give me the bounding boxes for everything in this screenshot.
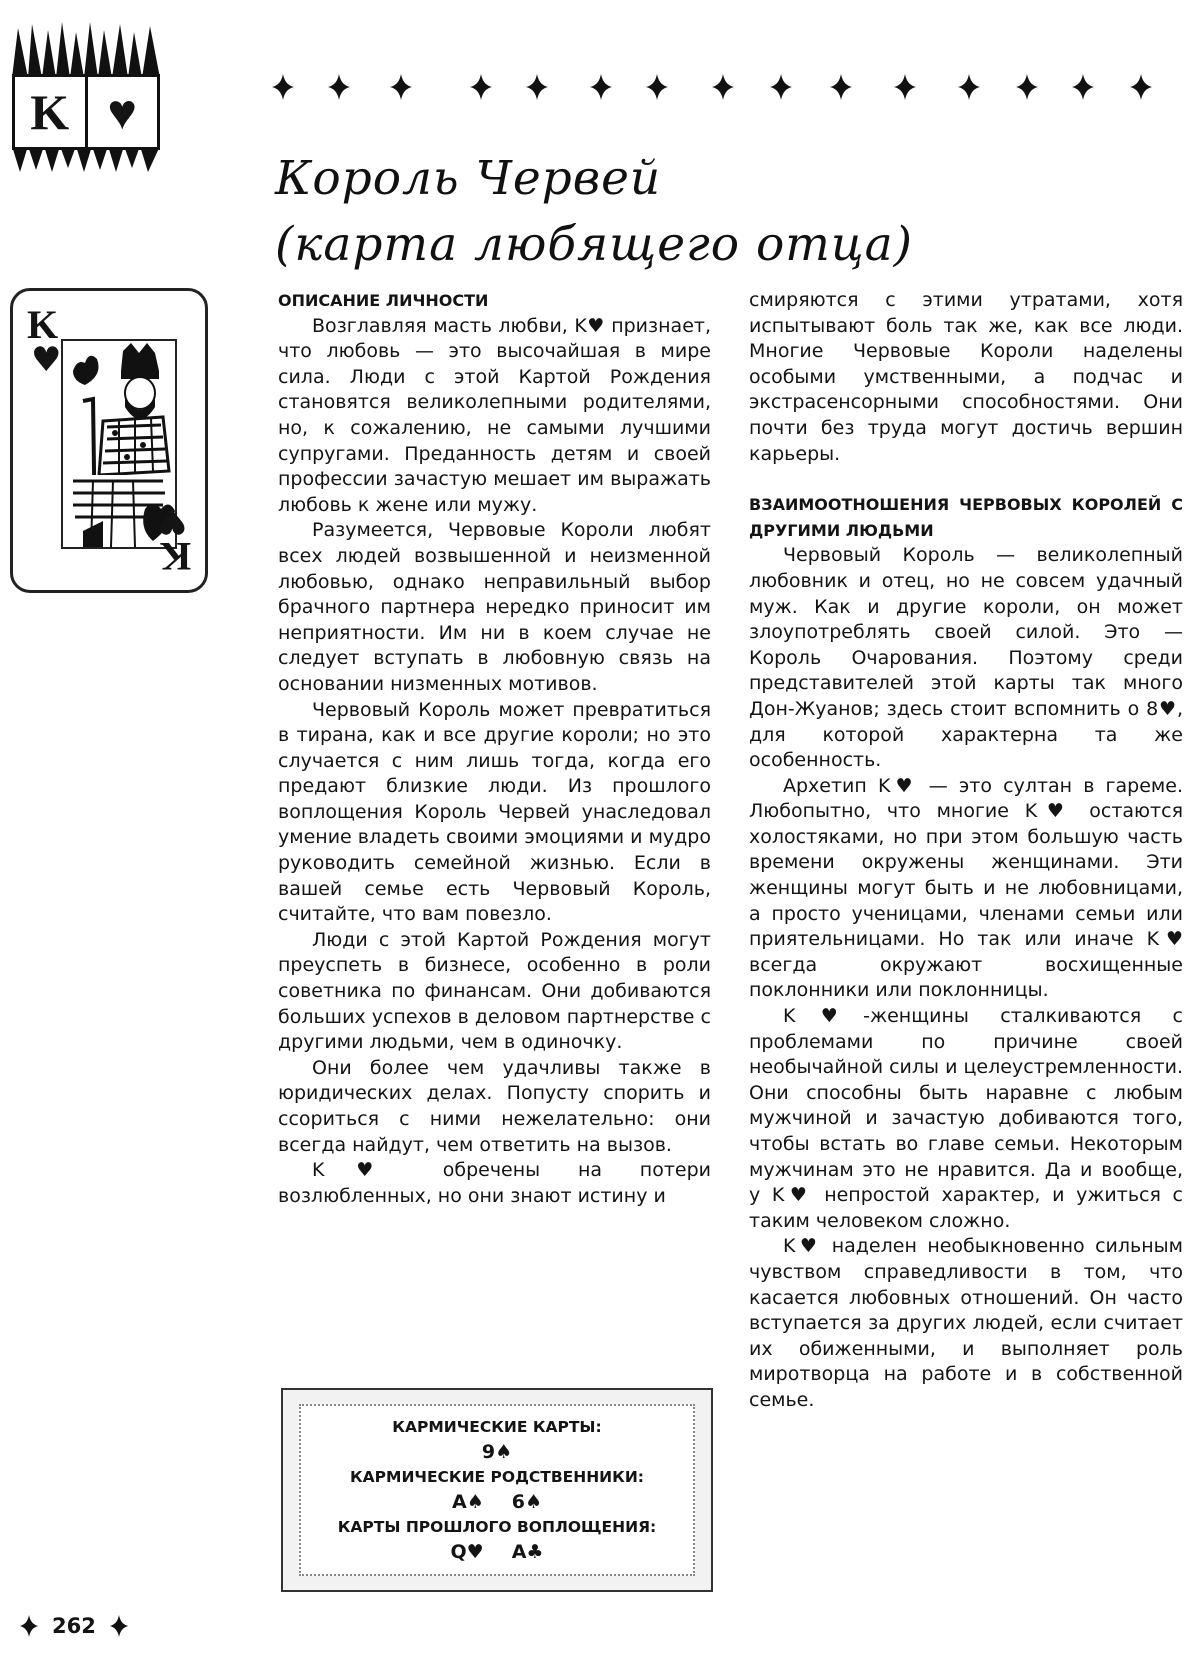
paragraph: Возглавляя масть любви, K♥ признает, что любовь — это высочайшая в мире сила. Люди с этой Картой Рождения становятся великолепными родителями, но, к сожалению, не самыми лучшими супругами. Преданность детям и своей профессии зачастую мешает им выражать любовь к жене или мужу. (278, 314, 711, 516)
diamond-icon (1128, 72, 1154, 102)
diamond-icon (956, 72, 982, 102)
relative-card: A♠ (451, 1491, 484, 1513)
diamond-icon (644, 72, 670, 102)
paragraph: K♥ наделен необыкновенно сильным чувством справедливости в том, что касается любовных отношений. Он часто вступается за других людей, если считает их обиженными, и выполняет роль миротворца на работе и в собственной семье. (749, 1235, 1183, 1411)
card-badge (12, 22, 160, 172)
right-column (749, 288, 1183, 1414)
diamond-icon (468, 72, 494, 102)
past-card: A♣ (511, 1541, 544, 1563)
page-number: 262 (52, 1614, 96, 1638)
diamond-icon (828, 72, 854, 102)
paragraph: Архетип K♥ — это султан в гареме. Любопытно, что многие K♥ остаются холостяками, но при этом большую часть времени окружены женщинами. Эти женщины могут быть и не любовницами, а просто ученицами, членами семьи или приятельницами. Но так или иначе K♥ всегда окружают восхищенные поклонники или поклонницы. (749, 774, 1183, 1002)
paragraph: Червовый Король может превратиться в тирана, как и все другие короли; но это случается с ним лишь тогда, когда его предают близкие люди. Из прошлого воплощения Король Червей унаследовал умение владеть своими эмоциями и мудро руководить семейной жизнью. Если в вашей семье есть Червовый Король, считайте, что вам повезло. (278, 698, 711, 926)
paragraph: Они более чем удачливы также в юридических делах. Попусту спорить и ссориться с ними нежелательно: они всегда найдут, чем ответить на вызов. (278, 1056, 711, 1156)
diamond-icon (270, 72, 296, 102)
badge-rank: K (30, 84, 70, 140)
diamond-ornament-row (270, 72, 1180, 106)
diamond-icon (388, 72, 414, 102)
diamond-icon (108, 1613, 130, 1639)
heart-icon: ♥ (156, 501, 187, 541)
karmic-cards-box (281, 1388, 713, 1592)
title-line-2: (карта любящего отца) (275, 217, 914, 272)
paragraph-continuation: смиряются с этими утратами, хотя испытывают боль так же, как все люди. Многие Червовые Короли наделены особыми умственными, а подчас и экстрасенсорными способностями. Они почти без труда могут достичь вершин карьеры. (749, 289, 1183, 465)
paragraph: K♥ обречены на потери возлюбленных, но они знают истину и (278, 1159, 711, 1207)
card-rank-top: K (27, 302, 59, 347)
section-heading: ОПИСАНИЕ ЛИЧНОСТИ (278, 291, 489, 310)
karmic-relatives-label: КАРМИЧЕСКИЕ РОДСТВЕННИКИ: (350, 1468, 644, 1486)
diamond-icon (768, 72, 794, 102)
past-incarnation-label: КАРТЫ ПРОШЛОГО ВОПЛОЩЕНИЯ: (337, 1518, 657, 1536)
left-column (278, 288, 711, 1209)
paragraph: Люди с этой Картой Рождения могут преуспеть в бизнесе, особенно в роли советника по финансам. Они добиваются больших успехов в деловом партнерстве с другими людьми, чем в одиночку. (278, 928, 711, 1054)
paragraph: K♥-женщины сталкиваются с проблемами по причине своей необычайной силы и целеустремленности. Они способны быть наравне с любым мужчиной и зачастую добиваются того, чтобы встать во главе семьи. Некоторым мужчинам это не нравится. Да и вообще, у K♥ непростой характер, и ужиться с таким человеком сложно. (749, 1005, 1183, 1232)
karmic-card: 9♠ (481, 1441, 513, 1463)
diamond-icon (18, 1613, 40, 1639)
badge-suit: ♥ (85, 77, 158, 147)
relative-card: 6♠ (511, 1491, 542, 1513)
karmic-cards-label: КАРМИЧЕСКИЕ КАРТЫ: (392, 1418, 602, 1436)
paragraph: Червовый Король — великолепный любовник и отец, но не совсем удачный муж. Как и другие короли, он может злоупотреблять своей силой. Это — Король Очарования. Поэтому среди представителей этой карты так много Дон-Жуанов; здесь стоит вспомнить о 8♥, для которой характерна та же особенность. (749, 544, 1183, 772)
diamond-icon (588, 72, 614, 102)
title-line-1: Король Червей (275, 151, 662, 206)
page-title (275, 146, 913, 278)
king-of-hearts-card (10, 288, 208, 593)
diamond-icon (892, 72, 918, 102)
past-card: Q♥ (450, 1541, 484, 1563)
paragraph: Разумеется, Червовые Короли любят всех людей возвышенной и неизменной любовью, однако неправильный выбор брачного партнера нередко приносит им неприятности. Им ни в коем случае не следует вступать в любовную связь на основании низменных мотивов. (278, 519, 711, 695)
page-footer (18, 1613, 130, 1639)
diamond-icon (1014, 72, 1040, 102)
diamond-icon (710, 72, 736, 102)
section-heading: ВЗАИМООТНОШЕНИЯ ЧЕРВОВЫХ КОРОЛЕЙ С ДРУГИМИ ЛЮДЬМИ (749, 495, 1183, 540)
heart-icon: ♥ (31, 340, 62, 380)
diamond-icon (524, 72, 550, 102)
diamond-icon (1070, 72, 1096, 102)
card-rank-bottom: K (159, 534, 191, 579)
diamond-icon (326, 72, 352, 102)
